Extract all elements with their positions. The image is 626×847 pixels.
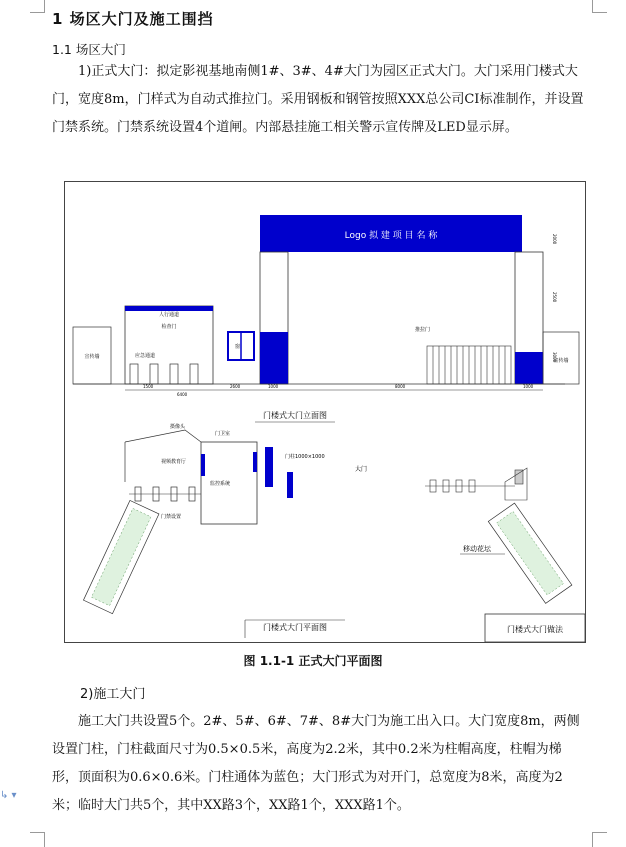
figure-caption: 图 1.1-1 正式大门平面图: [243, 654, 383, 668]
crop-mark-bottom-left: [30, 832, 45, 847]
dim-4: 1000: [268, 384, 279, 389]
notice-board-left-label: 宣传墙: [84, 354, 100, 360]
subheading-construction-gate: 2)施工大门: [80, 687, 146, 702]
planter-right: [488, 503, 572, 603]
margin-mark: ↳ ▾: [0, 790, 17, 801]
gate-drawing-svg: [65, 182, 585, 642]
notice-board-right-label: 宣传墙: [553, 358, 569, 364]
dim-8: 2500: [552, 292, 557, 303]
dim-9: 3000: [552, 352, 557, 363]
access-channel-label: 应急通道: [134, 353, 156, 359]
left-column-base: [260, 332, 288, 384]
paragraph-construction-gate: 施工大门共设置5个。2#、5#、6#、7#、8#大门为施工出入口。大门宽度8m，两侧设置门柱，门柱截面尺寸为0.5×0.5米，高度为2.2米，其中0.2米为柱帽高度，柱帽为梯形，顶面积为0.6×0.6米。门柱通体为蓝色；大门形式为对开门，总宽度为8米，高度为2米；临时大门共5个，其中XX路3个，XX路1个，XXX路1个。: [52, 714, 580, 813]
dim-5: 8000: [395, 384, 406, 389]
window-label: 窗: [235, 344, 241, 350]
dim-2: 6400: [177, 392, 188, 397]
crop-mark-top-right: [592, 0, 607, 13]
plan-label: 门楼式大门平面图: [263, 623, 327, 632]
gate-drawing-figure: [64, 181, 586, 643]
crop-mark-bottom-right: [592, 832, 607, 847]
dim-3: 2600: [230, 384, 241, 389]
plan-left-column: [265, 447, 273, 487]
inner-gate-label: 检查门: [161, 324, 177, 330]
planter-left: [83, 500, 158, 613]
monitor-label: 监控系统: [210, 481, 231, 487]
right-column-base: [515, 352, 543, 384]
column-label: 门柱1000×1000: [285, 454, 325, 460]
heading-1: 1 场区大门及施工围挡: [52, 10, 214, 28]
gate-banner-text: Logo 拟 建 项 目 名 称: [344, 231, 438, 241]
dim-1: 1500: [143, 384, 154, 389]
planter-label: 移动花坛: [463, 545, 491, 553]
method-label: 门楼式大门做法: [507, 625, 563, 634]
gate-device-label: 门禁设置: [161, 514, 182, 520]
dim-7: 2000: [552, 234, 557, 245]
heading-2: 1.1 场区大门: [52, 42, 126, 57]
paragraph-formal-gate: 1)正式大门：拟定影视基地南侧1#、3#、4#大门为园区正式大门。大门采用门楼式大门，宽度8m，门样式为自动式推拉门。采用钢板和钢管按照XXX总公司CI标准制作，并设置门禁系统。门禁系统设置4个道闸。内部悬挂施工相关警示宣传牌及LED显示屏。: [52, 64, 584, 135]
pedestrian-label: 人行通道: [158, 312, 180, 318]
dim-6: 1000: [523, 384, 534, 389]
sliding-gate-label: 推拉门: [415, 327, 431, 333]
crop-mark-top-left: [30, 0, 45, 13]
main-gate-label: 大门: [355, 466, 368, 473]
camera-label: 摄像头: [170, 424, 186, 430]
guard-room-label: 门卫室: [215, 431, 231, 437]
elevation-label: 门楼式大门立面图: [263, 411, 327, 420]
video-room-label: 视频教育厅: [161, 459, 187, 465]
